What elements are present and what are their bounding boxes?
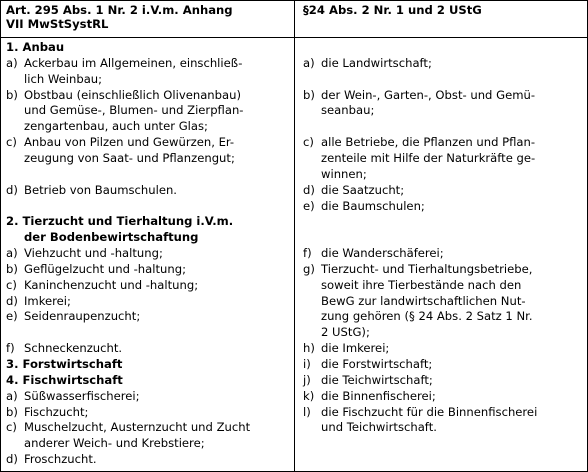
right-line: die Saatzucht;: [321, 182, 405, 197]
left-item-marker: f): [6, 341, 15, 356]
left-line: Imkerei;: [24, 293, 71, 308]
left-item-marker: b): [6, 87, 18, 102]
header-left-line-1: Art. 295 Abs. 1 Nr. 2 i.V.m. Anhang: [6, 3, 233, 17]
right-line: seanbau;: [321, 103, 375, 118]
left-line: zeugung von Saat- und Pflanzengut;: [24, 150, 235, 165]
header-divider: [1, 37, 587, 38]
right-line: winnen;: [321, 166, 367, 181]
right-item-marker: l): [303, 404, 311, 419]
right-line: die Baumschulen;: [321, 198, 425, 213]
right-line: alle Betriebe, die Pflanzen und Pflan-: [321, 135, 536, 150]
header-left-line-2: VII MwStSystRL: [6, 17, 109, 31]
left-line: anderer Weich- und Krebstiere;: [24, 436, 205, 451]
left-line: der Bodenbewirtschaftung: [24, 230, 199, 245]
left-line: Viehzucht und -haltung;: [24, 246, 163, 261]
left-line: Süßwasserfischerei;: [24, 388, 140, 403]
right-line: der Wein-, Garten-, Obst- und Gemü-: [321, 87, 536, 102]
right-line: und Teichwirtschaft.: [321, 420, 437, 435]
left-line: 1. Anbau: [6, 40, 65, 54]
right-item-marker: b): [303, 87, 315, 102]
right-line: die Teichwirtschaft;: [321, 372, 433, 387]
right-item-marker: k): [303, 388, 315, 403]
left-item-marker: a): [6, 388, 18, 403]
right-item-marker: e): [303, 198, 315, 213]
left-line: Kaninchenzucht und -haltung;: [24, 277, 199, 292]
left-item-marker: d): [6, 452, 18, 467]
right-line: soweit ihre Tierbestände nach den: [321, 277, 522, 292]
right-line: die Fischzucht für die Binnenfischerei: [321, 404, 538, 419]
right-line: die Wanderschäferei;: [321, 246, 444, 261]
left-item-marker: d): [6, 182, 18, 197]
left-item-marker: b): [6, 261, 18, 276]
left-line: lich Weinbau;: [24, 71, 103, 86]
left-item-marker: e): [6, 309, 18, 324]
right-item-marker: c): [303, 135, 314, 150]
right-item-marker: a): [303, 55, 315, 70]
left-line: Muschelzucht, Austernzucht und Zucht: [24, 420, 251, 435]
left-line: Fischzucht;: [24, 404, 89, 419]
left-item-marker: d): [6, 293, 18, 308]
right-line: zenteile mit Hilfe der Naturkräfte ge-: [321, 150, 536, 165]
left-line: Schneckenzucht.: [24, 341, 123, 356]
right-item-marker: f): [303, 246, 312, 261]
left-line: Geflügelzucht und -haltung;: [24, 261, 186, 276]
left-line: zengartenbau, auch unter Glas;: [24, 119, 208, 134]
left-line: 2. Tierzucht und Tierhaltung i.V.m.: [6, 214, 234, 229]
left-item-marker: a): [6, 55, 18, 70]
left-line: 3. Forstwirtschaft: [6, 357, 123, 371]
left-line: und Gemüse-, Blumen- und Zierpflan-: [24, 103, 244, 118]
right-item-marker: i): [303, 357, 311, 371]
header-right-line-1: §24 Abs. 2 Nr. 1 und 2 UStG: [303, 3, 482, 17]
left-item-marker: c): [6, 420, 17, 435]
right-line: die Imkerei;: [321, 341, 390, 356]
right-line: die Landwirtschaft;: [321, 55, 432, 70]
right-item-marker: g): [303, 261, 315, 276]
left-item-marker: b): [6, 404, 18, 419]
left-line: Betrieb von Baumschulen.: [24, 182, 177, 197]
right-line: die Forstwirtschaft;: [321, 357, 433, 371]
left-line: Ackerbau im Allgemeinen, einschließ-: [24, 55, 243, 70]
right-line: die Binnenfischerei;: [321, 388, 436, 403]
left-line: Froschzucht.: [24, 452, 97, 467]
left-line: Anbau von Pilzen und Gewürzen, Er-: [24, 135, 235, 150]
left-item-marker: a): [6, 246, 18, 261]
left-line: Seidenraupenzucht;: [24, 309, 141, 324]
right-item-marker: j): [303, 372, 311, 387]
left-item-marker: c): [6, 277, 17, 292]
column-divider: [294, 1, 295, 471]
right-line: Tierzucht- und Tierhaltungsbetriebe,: [321, 261, 533, 276]
left-line: Obstbau (einschließlich Olivenanbau): [24, 87, 241, 102]
right-item-marker: h): [303, 341, 315, 356]
left-item-marker: c): [6, 135, 17, 150]
left-line: 4. Fischwirtschaft: [6, 372, 123, 387]
right-item-marker: d): [303, 182, 315, 197]
right-line: BewG zur landwirtschaftlichen Nut-: [321, 293, 526, 308]
right-line: 2 UStG);: [321, 325, 370, 340]
right-line: zung gehören (§ 24 Abs. 2 Satz 1 Nr.: [321, 309, 533, 324]
